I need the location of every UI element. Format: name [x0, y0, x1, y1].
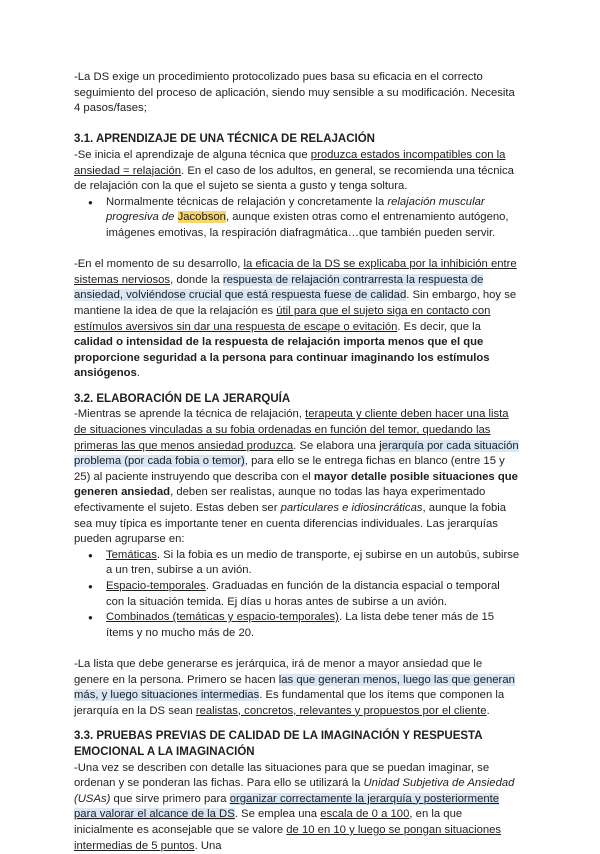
section-3-3-heading: 3.3. PRUEBAS PREVIAS DE CALIDAD DE LA IMAGINACIÓN Y RESPUESTA EMOCIONAL A LA IMAGINACIÓN: [74, 730, 483, 758]
s33-paragraph-1: [74, 761, 520, 854]
text-span: que sirve primero para: [110, 792, 230, 805]
highlighted-text: Jacobson: [177, 211, 226, 224]
underlined-text: produzca estados incompatibles con la ansiedad = relajación: [74, 148, 506, 177]
text-span: -Se inicia el aprendizaje de alguna técnica que: [74, 148, 311, 161]
list-item: [106, 579, 520, 610]
italic-text: particulares e idiosincráticas: [280, 502, 423, 515]
bold-text: mayor detalle posible situaciones que generen ansiedad: [74, 470, 518, 499]
text-span: -Una vez se describen con detalle las situaciones para que se puedan imaginar, se ordenan y se ponderan las fichas. Para ello se utilizará la: [74, 761, 490, 790]
s31-paragraph-2: [74, 257, 520, 382]
text-span: . Una: [194, 839, 222, 852]
text-span: . En el caso de los adultos, en general, se recomienda una técnica de relajación con la que el sujeto se sienta a gusto y tenga soltura.: [74, 164, 514, 193]
highlighted-text: respuesta de relajación contrarresta la respuesta de ansiedad, volviéndose crucial que está respuesta fuese de calidad: [74, 273, 484, 302]
highlighted-text: las que generan menos, luego las que generan más, y luego situaciones intermedias: [74, 673, 515, 702]
text-span: . Sin embargo, hoy se mantiene la idea de que la relajación es: [74, 289, 517, 317]
list-item: [106, 548, 520, 579]
text-span: . Se emplea una: [234, 808, 321, 821]
underlined-text: terapeuta y cliente deben hacer una lista de situaciones vinculadas a su fobia ordenadas en función del temor, quedando las primeras las que menos ansiedad produzca: [74, 408, 509, 452]
underlined-text: escala de 0 a 100: [320, 808, 410, 821]
s31-bullet-list: [74, 195, 520, 242]
text-span: . Si la fobia es un medio de transporte, ej subirse en un autobús, subirse a un tren, subirse a un avión.: [106, 548, 520, 577]
text-span: . La lista debe tener más de 15 ítems y no mucho más de 20.: [106, 611, 495, 639]
text-span: .: [486, 704, 490, 717]
italic-text: de: [158, 211, 178, 224]
highlighted-text: organizar correctamente la jerarquía y posteriormente para valorar el alcance de la DS: [74, 792, 500, 821]
text-span: , aunque existen otras como el entrenamiento autógeno, imágenes emotivas, la respiración diafragmática…que también pueden servir.: [106, 211, 509, 239]
text-span: , para ello se le entrega fichas en blanco (entre 15 y 25) al paciente instruyendo que describa con el: [74, 455, 505, 483]
text-span: -En el momento de su desarrollo,: [74, 258, 244, 271]
text-span: , deben ser realistas, aunque no todas las haya experimentado efectivamente el sujeto. Estas deben ser: [74, 486, 486, 515]
underlined-text: de 10 en 10 y luego se pongan situaciones intermedias de 5 puntos: [74, 823, 502, 852]
text-span: , donde la: [170, 273, 223, 286]
list-item: [106, 195, 520, 242]
text-span: , en la que inicialmente es aconsejable que se valore: [74, 808, 463, 836]
list-item: [106, 610, 520, 641]
s32-paragraph-1: [74, 407, 520, 547]
s31-paragraph-1: [74, 148, 520, 195]
section-3-2-heading: 3.2. ELABORACIÓN DE LA JERARQUÍA: [74, 392, 291, 405]
text-span: . Es decir, que la: [397, 320, 481, 333]
underlined-text: Espacio-temporales: [106, 580, 206, 592]
text-span: -La lista que debe generarse es jerárquica, irá de menor a mayor ansiedad que le genere en la persona. Primero se hacen: [74, 657, 483, 686]
text-span: .: [136, 367, 140, 380]
text-span: . Se elabora una: [293, 439, 380, 452]
italic-text: relajación muscular progresiva: [106, 195, 485, 224]
underlined-text: útil para que el sujeto siga en contacto con estímulos aversivos sin dar una respuesta de escape o evitación: [74, 304, 491, 333]
italic-text: Unidad Subjetiva de Ansiedad (USAs): [74, 777, 515, 805]
bold-text: calidad o intensidad de la respuesta de relajación importa menos que el que proporcione seguridad a la persona para continuar imaginando los estímulos ansiógenos: [74, 336, 490, 380]
highlighted-text: jerarquía por cada situación problema (por cada fobia o temor): [74, 439, 519, 468]
underlined-text: realistas, concretos, relevantes y propuestos por el cliente: [195, 704, 487, 717]
text-span: . Es fundamental que los ítems que componen la jerarquía en la DS sean: [74, 689, 505, 717]
text-span: -Mientras se aprende la técnica de relajación,: [74, 408, 306, 421]
s32-paragraph-2: [74, 657, 520, 719]
underlined-text: Combinados (temáticas y espacio-temporales): [106, 611, 339, 624]
underlined-text: la eficacia de la DS se explicaba por la inhibición entre sistemas nerviosos: [74, 258, 517, 286]
s32-bullet-list: [74, 548, 520, 642]
underlined-text: Temáticas: [106, 548, 157, 561]
intro-paragraph: -La DS exige un procedimiento protocolizado pues basa su eficacia en el correcto seguimiento del proceso de aplicación, siendo muy sensible a su modificación. Necesita 4 pasos/fases;: [74, 71, 515, 115]
text-span: . Graduadas en función de la distancia espacial o temporal con la situación temida. Ej días u horas antes de subirse a un avión.: [106, 580, 500, 608]
section-3-1-heading: 3.1. APRENDIZAJE DE UNA TÉCNICA DE RELAJACIÓN: [74, 133, 375, 146]
text-span: , aunque la fobia sea muy típica es importante tener en cuenta diferencias individuales. Las jerarquías pueden agruparse en:: [74, 502, 507, 546]
text-span: Normalmente técnicas de relajación y concretamente la: [106, 195, 388, 208]
